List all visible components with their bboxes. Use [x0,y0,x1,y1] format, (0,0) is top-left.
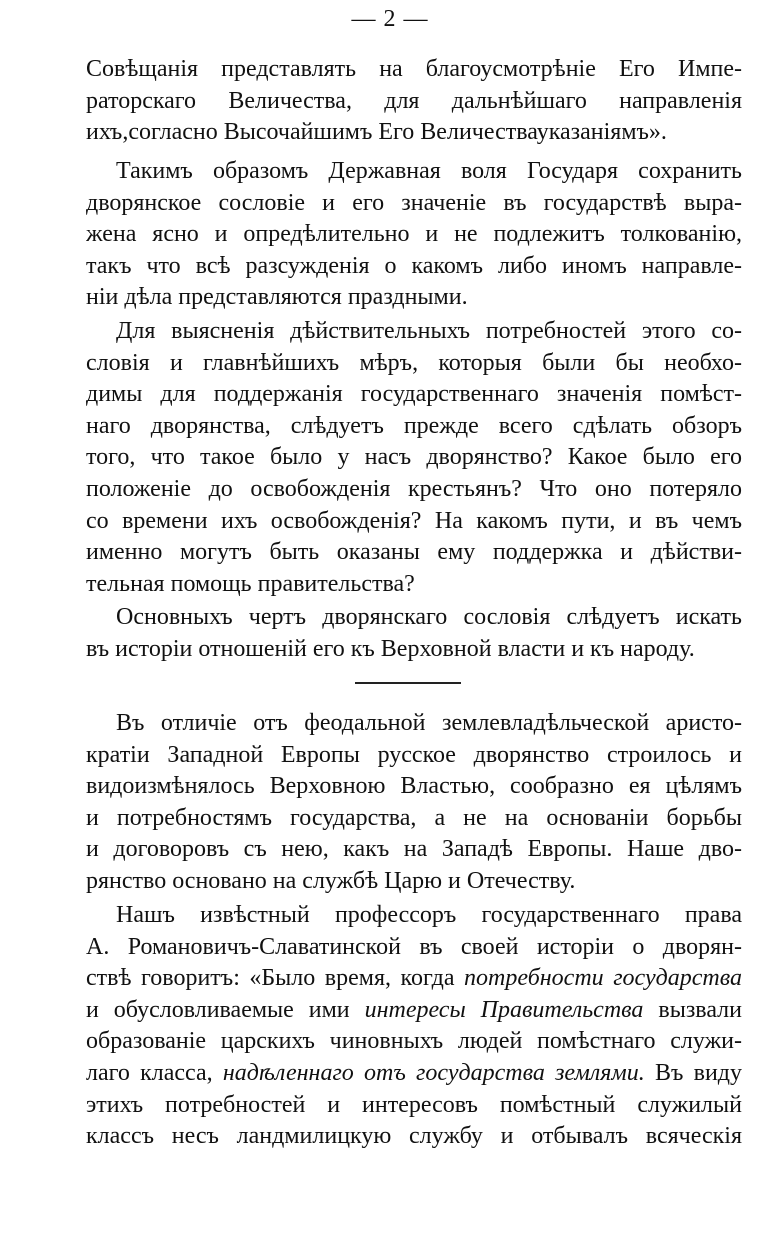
text-line: классъ несъ ландмилицкую службу и отбывалъ всяческія [86,1123,742,1150]
emphasis-text: потребности государства [464,965,742,992]
paragraph-5 [86,708,742,898]
text-line: и потребностямъ государства, а не на основаніи борьбы [86,804,742,831]
text-line [86,1058,742,1090]
text-line [86,963,742,995]
text-run: вызвали [643,996,742,1023]
text-line: А. Романовичъ-Славатинской въ своей исторіи о дворян- [86,933,742,960]
text-line: и договоровъ съ нею, какъ на Западѣ Европы. Наше дво- [86,836,742,863]
text-line: рянство основано на службѣ Царю и Отечеству. [86,867,576,894]
text-line: наго дворянства, слѣдуетъ прежде всего сдѣлать обзоръ [86,412,742,439]
text-line: того, что такое было у насъ дворянство? Какое было его [86,444,742,471]
page-number: — 2 — [351,6,429,32]
text-line: кратіи Западной Европы русское дворянство строилось и [86,741,742,768]
text-run: и обусловливаемые ими [86,996,365,1023]
text-line: Основныхъ чертъ дворянскаго сословія слѣдуетъ искать [116,604,742,630]
text-line: словія и главнѣйшихъ мѣръ, которыя были бы необхо- [86,349,742,376]
text-line: раторскаго Величества, для дальнѣйшаго направленія [86,87,742,114]
text-run: лаго класса, [86,1059,223,1086]
text-run: Въ виду [644,1059,742,1086]
emphasis-text: интересы Правительства [364,996,644,1023]
text-line [86,995,742,1027]
text-line: димы для поддержанія государственнаго значенія помѣст- [86,381,742,408]
text-line: ихъ,согласно Высочайшимъ Его Величествауказаніямъ». [86,119,667,146]
text-line: такъ что всѣ разсужденія о какомъ либо иномъ направле- [86,252,742,279]
text-line: дворянское сословіе и его значеніе въ государствѣ выра- [86,189,742,216]
text-line: жена ясно и опредѣлительно и не подлежитъ толкованію, [86,221,742,248]
text-line: Совѣщанія представлять на благоусмотрѣніе Его Импе- [86,56,742,82]
text-run: ствѣ говоритъ: «Было время, когда [86,965,465,992]
paragraph-4 [86,602,742,665]
text-line: этихъ потребностей и интересовъ помѣстный служилый [86,1091,742,1118]
paragraph-6 [86,900,742,1153]
section-divider [355,682,461,684]
text-line: Въ отличіе отъ феодальной землевладѣльческой аристо- [116,710,742,736]
text-line: ніи дѣла представляются праздными. [86,284,468,311]
emphasis-text: надѣленнаго отъ государства землями. [222,1059,645,1086]
paragraph-2 [86,156,742,314]
text-line: видоизмѣнялось Верховною Властью, сообразно ея цѣлямъ [86,773,742,800]
text-line: образованіе царскихъ чиновныхъ людей помѣстнаго служи- [86,1028,742,1055]
text-line: Такимъ образомъ Державная воля Государя сохранить [116,158,742,184]
paragraph-3 [86,316,742,600]
text-line: именно могутъ быть оказаны ему поддержка и дѣйстви- [86,539,742,566]
text-line: Нашъ извѣстный профессоръ государственнаго права [116,902,742,928]
text-line: въ исторіи отношеній его къ Верховной власти и къ народу. [86,635,695,662]
text-line: со времени ихъ освобожденія? На какомъ пути, и въ чемъ [86,507,742,534]
text-line: тельная помощь правительства? [86,570,415,597]
paragraph-1 [86,54,742,149]
text-line: Для выясненія дѣйствительныхъ потребностей этого со- [116,318,742,344]
text-line: положеніе до освобожденія крестьянъ? Что оно потеряло [86,475,742,502]
